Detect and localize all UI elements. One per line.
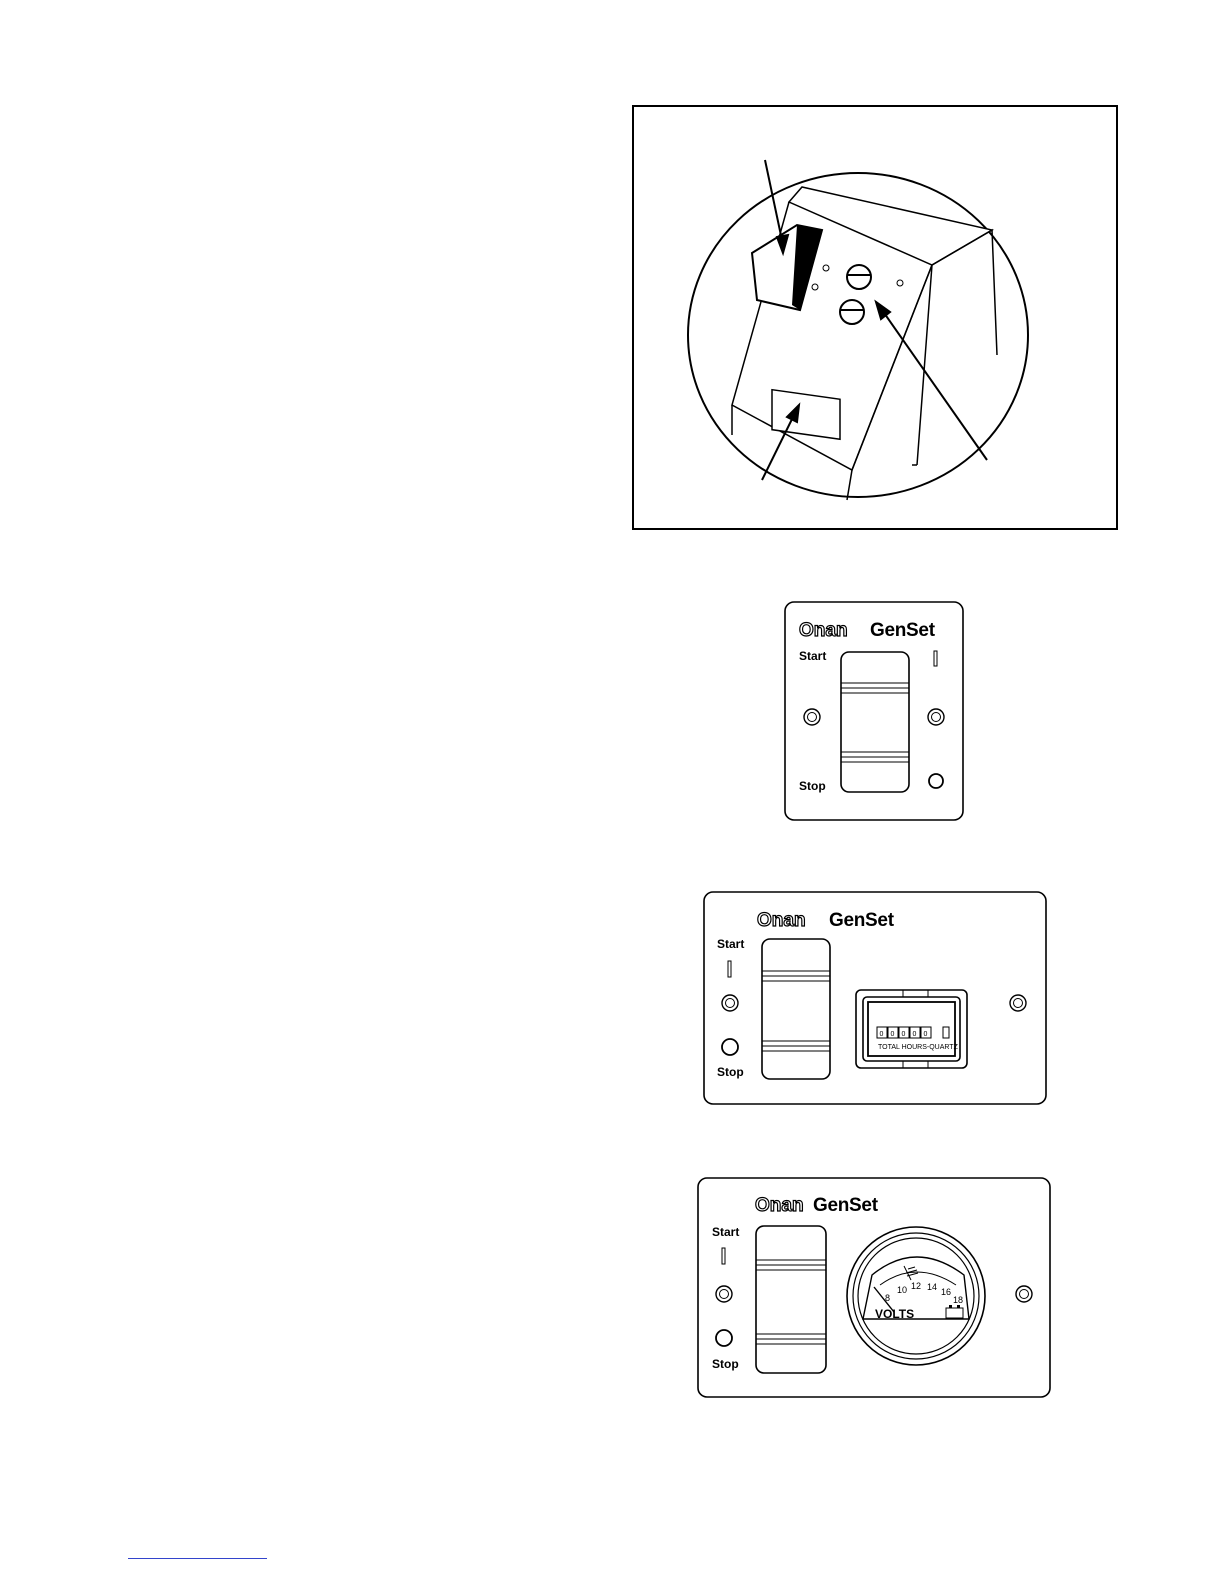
stop-label: Stop: [799, 779, 826, 793]
start-label: Start: [799, 649, 827, 663]
meter-digit: 0: [879, 1031, 884, 1038]
meter-digit: 0: [890, 1031, 895, 1038]
genset-hourmeter-panel: [703, 891, 1047, 1105]
stop-label: Stop: [717, 1065, 744, 1079]
brand-onan: Onan: [757, 910, 806, 931]
gauge-tick-label: 10: [897, 1285, 908, 1295]
gauge-tick-label: 16: [941, 1287, 952, 1297]
meter-caption: TOTAL HOURS-QUARTZ: [878, 1044, 958, 1051]
generator-detail-figure: [632, 105, 1118, 530]
gauge-tick-label: 12: [911, 1281, 922, 1291]
start-label: Start: [717, 937, 745, 951]
gauge-tick-label: 8: [885, 1293, 891, 1303]
gauge-tick-label: 14: [927, 1282, 938, 1292]
status-lamp: [929, 774, 943, 788]
voltmeter-gauge: [847, 1227, 985, 1365]
stop-label: Stop: [712, 1357, 739, 1371]
start-label: Start: [712, 1225, 740, 1239]
brand-onan: Onan: [799, 620, 848, 641]
meter-digit: 0: [912, 1031, 917, 1038]
brand-genset: GenSet: [813, 1195, 878, 1216]
status-lamp: [716, 1330, 732, 1346]
rocker-switch[interactable]: [762, 939, 830, 1079]
gauge-label-volts: VOLTS: [875, 1307, 915, 1321]
rocker-switch[interactable]: [756, 1226, 826, 1373]
footer-rule: [128, 1558, 267, 1559]
status-lamp: [722, 1039, 738, 1055]
brand-onan: Onan: [755, 1195, 804, 1216]
genset-voltmeter-panel: [697, 1177, 1051, 1398]
meter-digit: 0: [901, 1031, 906, 1038]
hour-meter: [856, 990, 967, 1068]
gauge-tick-label: 18: [953, 1295, 964, 1305]
meter-digit: 0: [923, 1031, 928, 1038]
brand-genset: GenSet: [829, 910, 894, 931]
brand-genset: GenSet: [870, 620, 935, 641]
genset-switch-panel: [784, 601, 964, 821]
rocker-switch[interactable]: [841, 652, 909, 792]
